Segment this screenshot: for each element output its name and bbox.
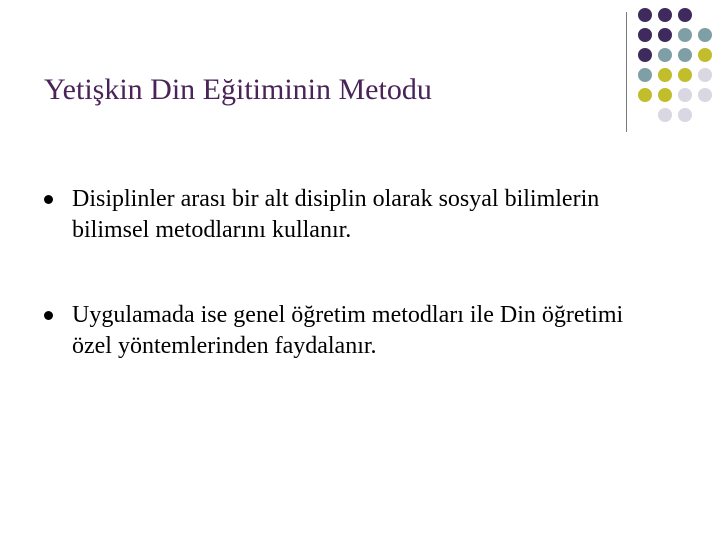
decorative-dot xyxy=(638,88,652,102)
decorative-dot xyxy=(658,8,672,22)
decorative-dot xyxy=(698,68,712,82)
decorative-dot xyxy=(658,68,672,82)
decorative-dot xyxy=(678,48,692,62)
decorative-dot xyxy=(638,28,652,42)
bullet-item xyxy=(44,184,664,246)
decorative-dot xyxy=(658,88,672,102)
decorative-dot xyxy=(638,48,652,62)
decorative-dot xyxy=(698,88,712,102)
decorative-dot xyxy=(678,88,692,102)
decorative-divider-line xyxy=(626,12,627,132)
decorative-dot-grid xyxy=(638,8,720,128)
decorative-dot xyxy=(658,108,672,122)
decorative-dot xyxy=(658,28,672,42)
decorative-dot xyxy=(698,28,712,42)
decorative-dot xyxy=(678,28,692,42)
decorative-dot xyxy=(678,8,692,22)
decorative-dot xyxy=(638,68,652,82)
bullet-text: Uygulamada ise genel öğretim metodları ile Din öğretimi özel yöntemlerinden faydalanır. xyxy=(72,302,624,359)
decorative-dot xyxy=(678,108,692,122)
bullet-text: Disiplinler arası bir alt disiplin olarak sosyal bilimlerin bilimsel metodlarını kullanır. xyxy=(72,186,600,243)
bullet-marker-icon xyxy=(44,195,53,204)
bullet-list xyxy=(44,184,664,416)
decorative-dot xyxy=(638,8,652,22)
decorative-dot xyxy=(678,68,692,82)
bullet-marker-icon xyxy=(44,311,53,320)
bullet-item xyxy=(44,300,664,362)
decorative-dot xyxy=(698,48,712,62)
decorative-dot xyxy=(658,48,672,62)
slide-title: Yetişkin Din Eğitiminin Metodu xyxy=(44,73,432,106)
